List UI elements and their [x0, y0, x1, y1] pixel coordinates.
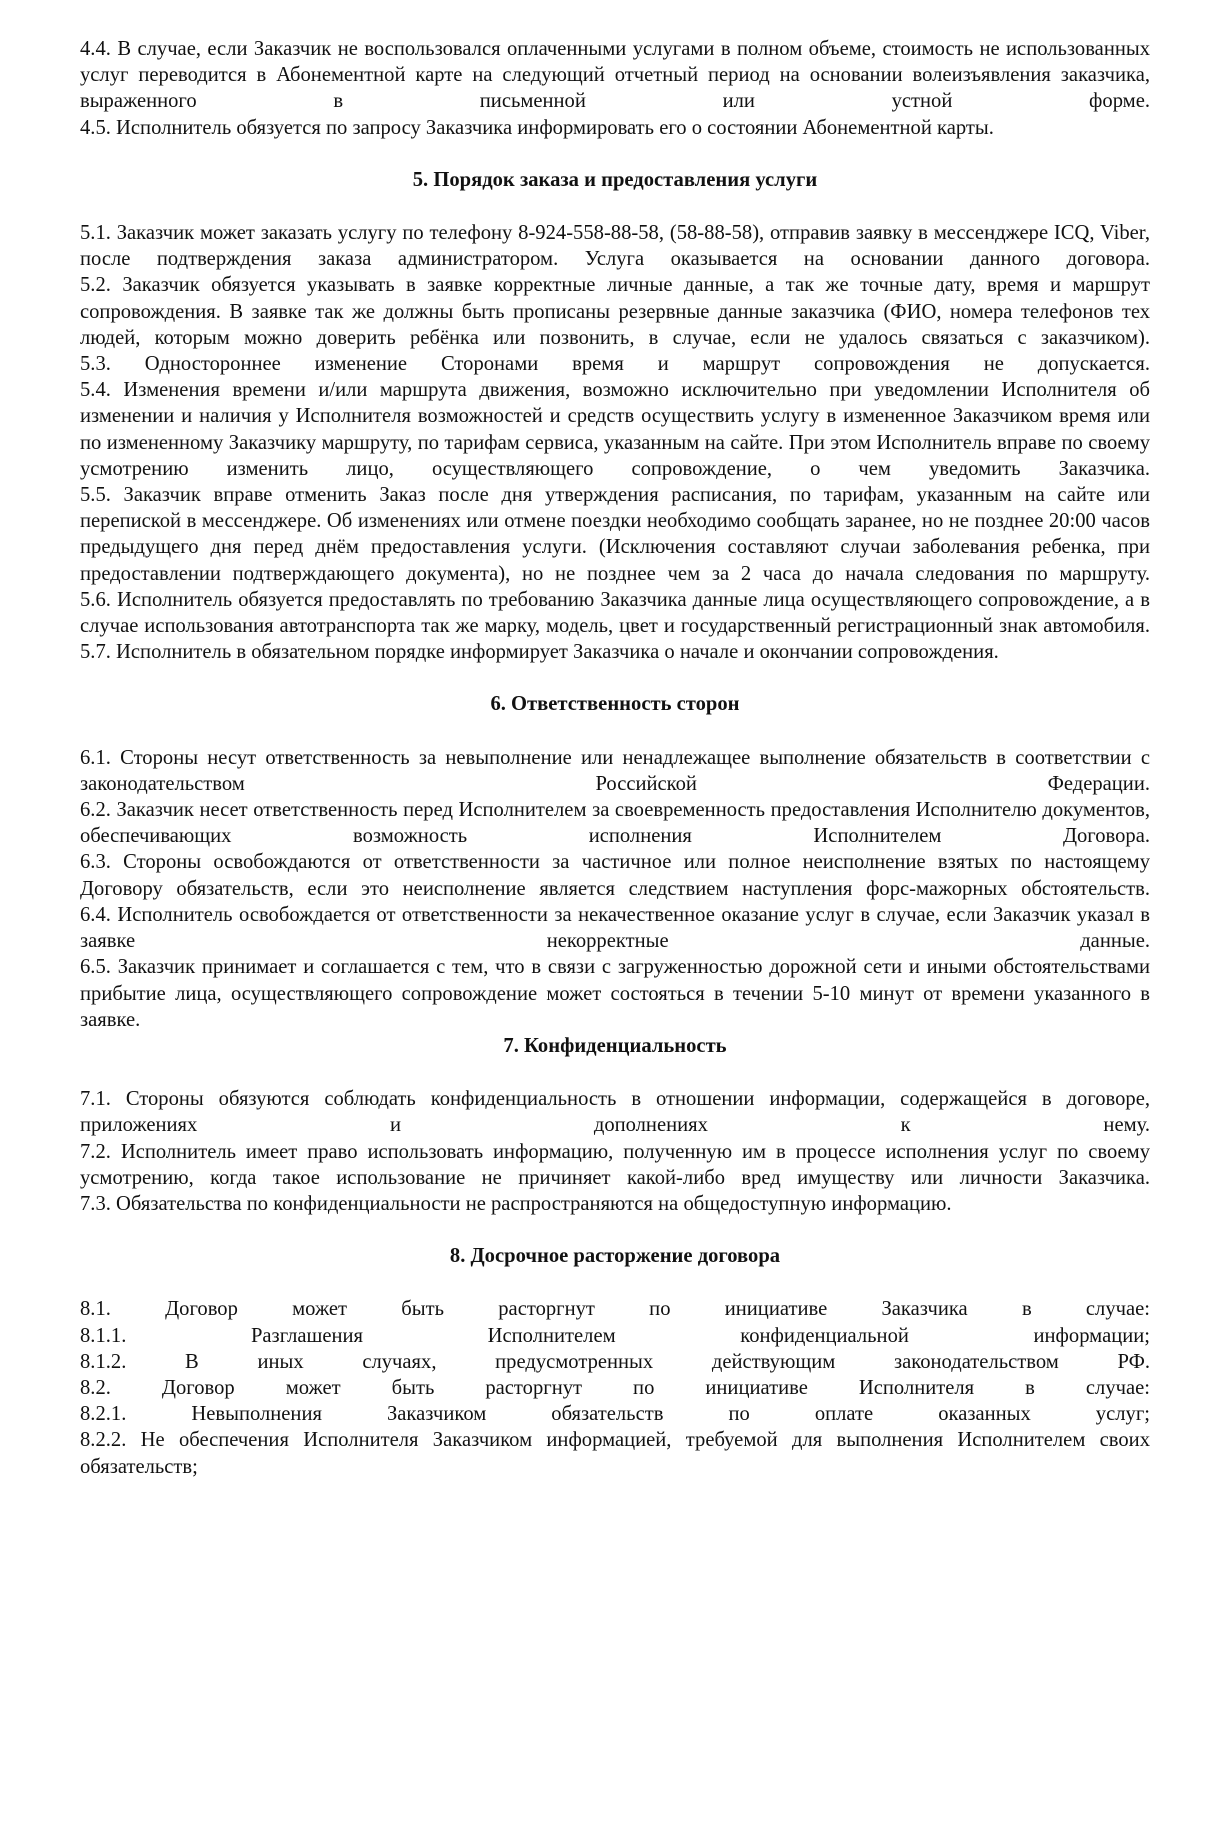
clause-5-3: 5.3. Одностороннее изменение Сторонами время и маршрут сопровождения не допускается.	[80, 353, 1150, 376]
clause-7-1: 7.1. Стороны обязуются соблюдать конфиденциальность в отношении информации, содержащейся в договоре, приложениях и дополнениях к нему.	[80, 1088, 1150, 1137]
section-6-heading: 6. Ответственность сторон	[490, 693, 740, 716]
clause-5-2: 5.2. Заказчик обязуется указывать в заявке корректные личные данные, а так же точные дату, время и маршрут сопровождения. В заявке так же должны быть прописаны резервные данные заказчика (ФИО, номера телефонов тех людей, которым можно доверить ребёнка или позвонить, в случае, если не удалось связаться с заказчиком).	[80, 274, 1150, 349]
clause-8-2-1: 8.2.1. Невыполнения Заказчиком обязательств по оплате оказанных услуг;	[80, 1403, 1150, 1426]
clause-7-2: 7.2. Исполнитель имеет право использовать информацию, полученную им в процессе исполнения услуг по своему усмотрению, когда такое использование не причиняет какой-либо вред имуществу или личности Заказчика.	[80, 1140, 1150, 1189]
clause-6-1: 6.1. Стороны несут ответственность за невыполнение или ненадлежащее выполнение обязательств в соответствии с законодательством Российской Федерации.	[80, 746, 1150, 795]
clause-4-5: 4.5. Исполнитель обязуется по запросу Заказчика информировать его о состоянии Абонементной карты.	[80, 116, 994, 139]
clause-8-2: 8.2. Договор может быть расторгнут по инициативе Исполнителя в случае:	[80, 1376, 1150, 1399]
clause-5-5: 5.5. Заказчик вправе отменить Заказ после дня утверждения расписания, по тарифам, указанным на сайте или перепиской в мессенджере. Об изменениях или отмене поездки необходимо сообщать заранее, но не позднее 20:00 часов предыдущего дня перед днём предоставления услуги. (Исключения составляют случаи заболевания ребенка, при предоставлении подтверждающего документа), но не позднее чем за 2 часа до начала следования по маршруту.	[80, 484, 1150, 585]
clause-8-1: 8.1. Договор может быть расторгнут по инициативе Заказчика в случае:	[80, 1298, 1150, 1321]
clause-6-4: 6.4. Исполнитель освобождается от ответственности за некачественное оказание услуг в случае, если Заказчик указал в заявке некорректные данные.	[80, 903, 1150, 953]
clause-6-3: 6.3. Стороны освобождаются от ответственности за частичное или полное неисполнение взятых по настоящему Договору обязательств, если это неисполнение является следствием наступления форс-мажорных обстоятельств.	[80, 851, 1150, 900]
clause-5-1: 5.1. Заказчик может заказать услугу по телефону 8-924-558-88-58, (58-88-58), отправив заявку в мессенджере ICQ, Viber, после подтверждения заказа администратором. Услуга оказывается на основании данного договора.	[80, 222, 1150, 271]
section-8-heading: 8. Досрочное расторжение договора	[449, 1245, 781, 1268]
clause-4-4: 4.4. В случае, если Заказчик не воспользовался оплаченными услугами в полном объеме, стоимость не использованных услуг переводится в Абонементной карте на следующий отчетный период на основании волеизъявления заказчика, выраженного в письменной или устной форме.	[80, 38, 1150, 113]
clause-7-3: 7.3. Обязательства по конфиденциальности не распространяются на общедоступную информацию.	[80, 1192, 952, 1215]
section-5-heading: 5. Порядок заказа и предоставления услуги	[412, 168, 818, 191]
document-page	[80, 36, 1150, 1480]
section-7-heading: 7. Конфиденциальность	[503, 1034, 727, 1057]
clause-5-4: 5.4. Изменения времени и/или маршрута движения, возможно исключительно при уведомлении Исполнителя об изменении и наличия у Исполнителя возможностей и средств осуществить услугу в измененное Заказчиком время или по измененному Заказчику маршруту, по тарифам сервиса, указанным на сайте. При этом Исполнитель вправе по своему усмотрению изменить лицо, осуществляющего сопровождение, о чем уведомить Заказчика.	[80, 379, 1150, 480]
clause-8-2-2: 8.2.2. Не обеспечения Исполнителя Заказчиком информацией, требуемой для выполнения Исполнителем своих обязательств;	[80, 1429, 1150, 1478]
clause-8-1-1: 8.1.1. Разглашения Исполнителем конфиденциальной информации;	[80, 1324, 1150, 1347]
clause-5-6: 5.6. Исполнитель обязуется предоставлять по требованию Заказчика данные лица осуществляющего сопровождение, а в случае использования автотранспорта так же марку, модель, цвет и государственный регистрационный знак автомобиля.	[80, 588, 1150, 638]
clause-6-5: 6.5. Заказчик принимает и соглашается с тем, что в связи с загруженностью дорожной сети и иными обстоятельствами прибытие лица, осуществляющего сопровождение может состояться в течении 5-10 минут от времени указанного в заявке.	[80, 956, 1150, 1031]
clause-6-2: 6.2. Заказчик несет ответственность перед Исполнителем за своевременность предоставления Исполнителю документов, обеспечивающих возможность исполнения Исполнителем Договора.	[80, 799, 1150, 848]
clause-5-7: 5.7. Исполнитель в обязательном порядке информирует Заказчика о начале и окончании сопровождения.	[80, 641, 999, 664]
clause-8-1-2: 8.1.2. В иных случаях, предусмотренных действующим законодательством РФ.	[80, 1350, 1150, 1373]
